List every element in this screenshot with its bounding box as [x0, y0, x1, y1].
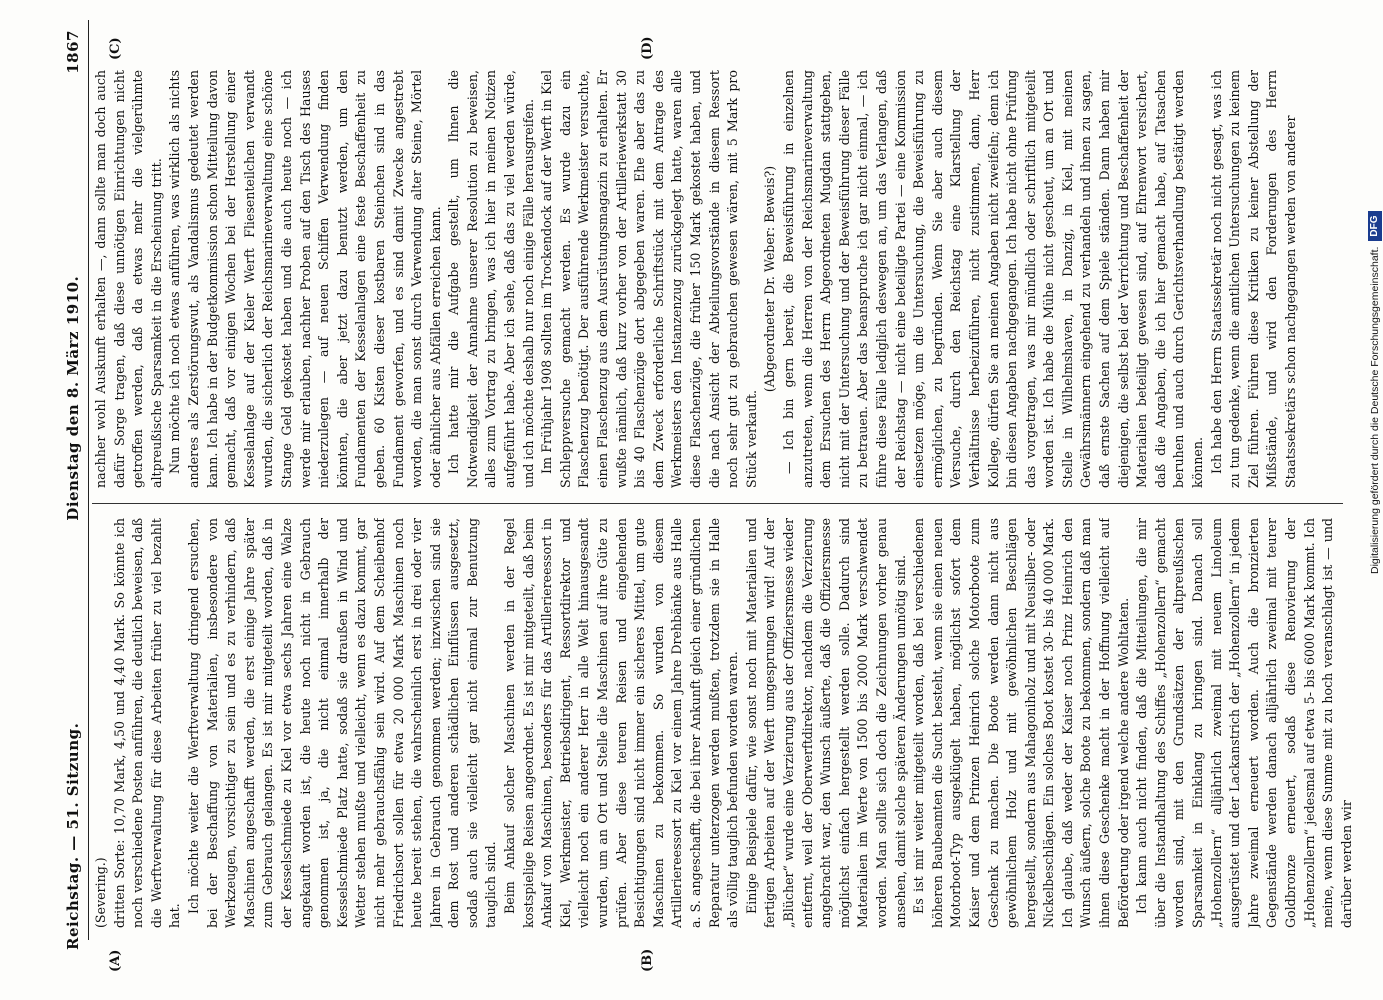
right-column	[92, 70, 1383, 488]
funding-note: Digitalisierung gefördert durch die Deutsche Forschungsgemeinschaft.	[1369, 246, 1381, 574]
paragraph: dritten Sorte: 10,70 Mark, 4,50 und 4,40 Mark. So könnte ich noch verschiedene Posten anführen, die deutlich beweisen, daß die Werftverwaltung für diese Arbeiten früher zu viel bezahlt hat.	[111, 518, 183, 928]
paragraph: Es ist mir weiter mitgeteilt worden, daß bei verschiedenen höheren Baubeamten die Sucht besteht, wenn sie einen neuen Motorboot-Typ ausgeklügelt haben, möglichst sofort dem Kaiser und dem Prinzen Heinrich solche Motorboote zum Geschenk zu machen. Die Boote werden dann nicht aus gewöhnlichem Holz und mit gewöhnlichen Beschlägen hergestellt, sondern aus Mahagoniholz und mit Neusilber- oder Nickelbeschlägen. Ein solches Boot kostet 30- bis 40 000 Mark. Ich glaube, daß weder der Kaiser noch Prinz Heinrich den Wunsch äußern, solche Boote zu bekommen, sondern daß man ihnen diese Geschenke macht in der Hoffnung vielleicht auf Beförderung oder irgend welche andere Wohltaten.	[911, 518, 1131, 928]
paragraph: nachher wohl Auskunft erhalten —, dann sollte man doch auch dafür Sorge tragen, daß diese unnötigen Einrichtungen nicht getroffen werden, daß da etwas mehr die vielgerühmte altpreußische Sparsamkeit in die Erscheinung tritt.	[93, 70, 164, 488]
margin-marker-a: (A)	[108, 949, 123, 972]
margin-marker-b: (B)	[640, 948, 655, 972]
margin-marker-c: (C)	[108, 37, 123, 60]
paragraph: Beim Ankauf solcher Maschinen werden in der Regel kostspielige Reisen angeordnet. Es ist mir mitgeteilt, daß beim Ankauf von Maschinen, besonders für das Artilleriereessort in Kiel, Werkmeister, Betriebsdirigent, Ressortdirektor und vielleicht noch ein anderer Herr in alle Welt hinausgesandt wurden, um an Ort und Stelle die Maschinen auf ihre Güte zu prüfen. Aber diese teuren Reisen und eingehenden Besichtigungen sind nicht immer ein sicheres Mittel, um gute Maschinen zu bekommen. So wurden von diesem Artilleriereessort zu Kiel vor einem Jahre Drehbänke aus Halle a. S. angeschafft, die bei ihrer Ankunft gleich einer gründlichen Reparatur unterzogen werden mußten, trotzdem sie in Halle als völlig tauglich befunden worden waren.	[502, 518, 741, 928]
column-separator	[92, 503, 1343, 504]
page-header	[62, 30, 84, 950]
paragraph: Im Frühjahr 1908 sollten im Trockendock auf der Werft in Kiel Schleppversuche gemacht werden. Es wurde dazu ein Flaschenzug benötigt. Der ausführende Werkmeister versuchte, einen Flaschenzug aus dem Ausrüstungsmagazin zu erhalten. Er wußte nämlich, daß kurz vorher von der Artilleriewerkstatt 30 bis 40 Flaschenzüge dort abgegeben waren. Ehe aber das zu dem Zweck erforderliche Schriftstück mit dem Antrage des Werkmeisters den Instanzenzug zurückgelegt hatte, waren alle diese Flaschenzüge, die früher 150 Mark gekostet haben, und die nach Ansicht der Abteilungsvorstände in diesem Ressort noch sehr gut zu gebrauchen gewesen wären, mit 5 Mark pro Stück verkauft.	[539, 70, 759, 488]
header-date: Dienstag den 8. März 1910.	[64, 275, 82, 521]
paragraph: Ich möchte weiter die Werftverwaltung dringend ersuchen, bei der Beschaffung von Materialien, insbesondere von Werkzeugen, vorsichtiger zu sein und es zu verhindern, daß Maschinen angeschafft werden, die erst einige Jahre später zum Gebrauch gelangen. Es ist mir mitgeteilt worden, daß in der Kesselschmiede zu Kiel vor etwa sechs Jahren eine Walze angekauft worden ist, die heute noch nicht in Gebrauch genommen ist, ja, die nicht einmal innerhalb der Kesselschmiede Platz hatte, sodaß sie draußen in Wind und Wetter stehen mußte und vielleicht, wenn es dazu kommt, gar nicht mehr gebrauchsfähig sein wird. Auf dem Scheibenhof Friedrichsort sollen für etwa 20 000 Mark Maschinen noch heute bereit stehen, die wahrscheinlich erst in drei oder vier Jahren in Gebrauch genommen werden; inzwischen sind sie dem Rost und anderen schädlichen Einflüssen ausgesetzt, sodaß auch sie vielleicht gar nicht einmal zur Benutzung tauglich sind.	[185, 518, 499, 928]
margin-marker-d: (D)	[640, 36, 655, 60]
dfg-logo: DFG	[1368, 211, 1382, 240]
paragraph: Ich kann auch nicht finden, daß die Mitteilungen, die mir über die Instandhaltung des Schiffes „Hohenzollern“ gemacht worden sind, mit den Grundsätzen der altpreußischen Sparsamkeit in Einklang zu bringen sind. Danach soll „Hohenzollern“ alljährlich zweimal mit neuem Linoleum ausgerüstet und der Lackanstrich der „Hohenzollern“ in jedem Jahre zweimal erneuert worden. Auch die bronzierten Gegenstände werden danach alljährlich zweimal mit teurer Goldbronze erneuert, sodaß diese Renovierung der „Hohenzollern“ jedesmal auf etwa 5- bis 6000 Mark kommt. Ich meine, wenn diese Summe mit zu hoch veranschlagt ist — und darüber werden wir	[1134, 518, 1354, 928]
header-rule	[88, 20, 89, 940]
paragraph: (Severing.)	[93, 857, 108, 928]
paragraph: Nun möchte ich noch etwas anführen, was wirklich als nichts anderes als Zerstörungswut, als Vandalismus gedeutet werden kann. Ich habe in der Budgetkommission schon Mitteilung davon gemacht, daß vor einigen Wochen bei der Herstellung einer Kesselanlage auf der Kieler Werft Fliesenteilchen verwandt wurden, die sicherlich der Reichsmarineverwaltung eine schöne Stange Geld gekostet haben und die auch heute noch — ich werde mir erlauben, nachher Proben auf den Tisch des Hauses niederzulegen — auf neuen Schiffen Verwendung finden könnten, die aber jetzt dazu benutzt werden, um den Fundamenten der Kesselanlagen eine feste Beschaffenheit zu geben. 60 Kisten dieser kostbaren Steinchen sind in das Fundament geworfen, und es sind damit Zwecke angestrebt worden, die man sonst durch Verwendung alter Steine, Mörtel oder ähnlicher aus Abfällen erreichen kann.	[167, 70, 443, 488]
interjection: (Abgeordneter Dr. Weber: Beweis?)	[762, 165, 778, 393]
paragraph: Ich habe den Herrn Staatssekretär noch nicht gesagt, was ich zu tun gedenke, wenn die amtlichen Untersuchungen zu keinem Ziel führen. Führen diese Kritiken zu keiner Abstellung der Mißstände, und wird den Forderungen des Herrn Staatssekretärs schon nachgegangen werden von anderer	[1208, 70, 1298, 488]
left-column	[92, 518, 1383, 928]
paragraph: Einige Beispiele dafür, wie sonst noch mit Materialien und fertigen Arbeiten auf der Werft umgesprungen wird! Auf der „Blücher“ wurde eine Verzierung aus der Offiziersmesse wieder entfernt, weil der Oberwerftdirektor, nachdem die Verzierung angebracht war, den Wunsch äußerte, daß die Offiziersmesse möglichst einfach hergestellt werden solle. Dadurch sind Materialien im Werte von 1500 bis 2000 Mark verschwendet worden. Man sollte sich doch die Zeichnungen vorher genau ansehen, damit solche späteren Änderungen unnötig sind.	[743, 518, 908, 928]
paragraph: — Ich bin gern bereit, die Beweisführung in einzelnen anzutreten, wenn die Herren von der Reichsmarineverwaltung dem Ersuchen des Herrn Abgeordneten Mugdan stattgeben, nicht mit der Untersuchung und der Beweisführung dieser Fälle zu betrauen. Aber das beanspruche ich gar nicht einmal, — ich führe diese Fälle lediglich deswegen an, um das Verlangen, daß der Reichstag — nicht eine beteiligte Partei — eine Kommission einsetzen möge, um die Untersuchung, die Beweisführung zu ermöglichen, zu begründen. Wenn Sie aber auch diesem Versuche, durch den Reichstag eine Klarstellung der Verhältnisse herbeizuführen, nicht zustimmen, dann, Herr Kollege, dürfen Sie an meinen Angaben nicht zweifeln; denn ich bin diesen Angaben nachgegangen. Ich habe nicht ohne Prüfung das vorgetragen, was mir mündlich oder schriftlich mitgeteilt worden ist. Ich habe die Mühe nicht gescheut, um an Ort und Stelle in Wilhelmshaven, in Danzig, in Kiel, mit meinen Gewährsmännern eingehend zu verhandeln und ihnen zu sagen, daß ernste Sachen auf dem Spiele ständen. Dann haben mir diejenigen, die selbst bei der Verrichtung und Beschaffenheit der Materialien beteiligt gewesen sind, auf Ehrenwort versichert, daß die Angaben, die ich hier gemacht habe, auf Tatsachen beruhen und auch durch Gerichtsverhandlung bestätigt werden können.	[780, 70, 1206, 488]
page-number: 1867	[64, 30, 82, 74]
paragraph: Ich hatte mir die Aufgabe gestellt, um Ihnen die Notwendigkeit der Annahme unserer Resolution zu beweisen, alles zum Vortrag zu bringen, was ich hier in meinen Notizen aufgeführt habe. Aber ich sehe, daß das zu viel werden würde, und ich möchte deshalb nur noch einige Fälle herausgreifen.	[446, 70, 536, 488]
digitization-note	[1368, 14, 1382, 574]
header-left: Reichstag. — 51. Sitzung.	[64, 722, 82, 950]
